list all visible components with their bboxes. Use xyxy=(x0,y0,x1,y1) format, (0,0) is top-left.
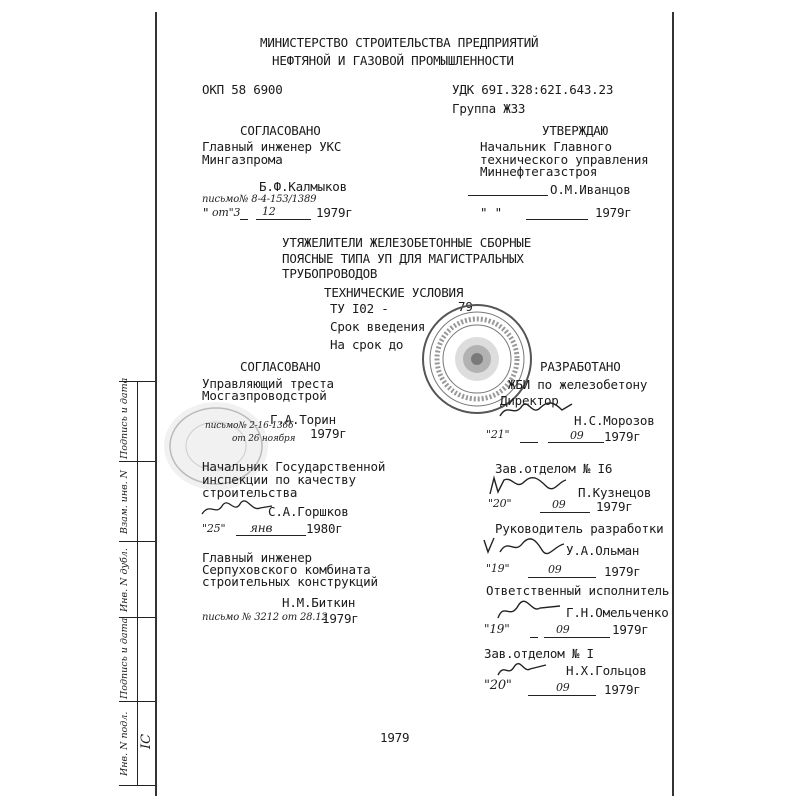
tu-number: ТУ I02 - xyxy=(330,301,389,316)
d5-year: 1979г xyxy=(604,682,641,697)
approved-line-1: Начальник Главного xyxy=(480,139,612,154)
d3-role: Руководитель разработки xyxy=(495,521,664,536)
d4-name: Г.Н.Омельченко xyxy=(566,605,669,620)
date-underline xyxy=(544,637,610,638)
date-underline xyxy=(528,577,596,578)
title-line-2: ПОЯСНЫЕ ТИПА УП ДЛЯ МАГИСТРАЛЬНЫХ xyxy=(282,251,524,266)
d2-name: П.Кузнецов xyxy=(578,485,652,500)
signature-line xyxy=(468,195,548,196)
agreed-heading-top: СОГЛАСОВАНО xyxy=(240,123,321,138)
signature-kuznetsov-icon xyxy=(486,472,568,498)
developed-org: ЖБИ по железобетону xyxy=(508,377,648,392)
d5-name: Н.Х.Гольцов xyxy=(566,663,647,678)
udk-code: УДК 69I.328:62I.643.23 xyxy=(452,82,614,97)
approved-name: О.М.Иванцов xyxy=(550,182,631,197)
group-code: Группа Ж33 xyxy=(452,101,526,116)
date-underline xyxy=(256,219,311,220)
b3-year: 1979г xyxy=(322,611,359,626)
date-underline xyxy=(520,442,538,443)
strip-row-line xyxy=(119,461,157,462)
d3-name: У.А.Ольман xyxy=(566,543,640,558)
b1-name: Г.А.Торин xyxy=(270,412,336,427)
b2-name: С.А.Горшков xyxy=(268,504,349,519)
b2-line-1: Начальник Государственной xyxy=(202,459,386,474)
d4-month: 09 xyxy=(556,623,570,636)
b2-date-month: янв xyxy=(250,521,273,535)
d5-role: Зав.отделом № I xyxy=(484,646,594,661)
approved-quotes: " " xyxy=(480,205,502,220)
d2-month: 09 xyxy=(552,498,566,511)
agreed-top-line-1: Главный инженер УКС xyxy=(202,139,342,154)
date-underline xyxy=(528,695,596,696)
agreed-top-letter: письмо№ 8-4-153/1389 xyxy=(202,194,317,205)
d1-name: Н.С.Морозов xyxy=(574,413,655,428)
footer-year: 1979 xyxy=(380,730,410,745)
strip-label-dup-inv: Инв. N дубл. xyxy=(119,548,130,612)
agreed-top-name: Б.Ф.Калмыков xyxy=(259,179,347,194)
developed-heading: РАЗРАБОТАНО xyxy=(540,359,621,374)
d3-day: "19" xyxy=(486,562,510,575)
approved-line-3: Миннефтегазстроя xyxy=(480,164,598,179)
agreed-top-year: 1979г xyxy=(316,205,353,220)
d5-month: 09 xyxy=(556,681,570,694)
b2-year: 1980г xyxy=(306,521,343,536)
approved-line-2: технического управления xyxy=(480,152,649,167)
b1-line-2: Мосгазпроводстрой xyxy=(202,388,327,403)
d3-month: 09 xyxy=(548,563,562,576)
b3-line-2: Серпуховского комбината xyxy=(202,562,371,577)
b1-line-1: Управляющий треста xyxy=(202,376,334,391)
ministry-line-1: МИНИСТЕРСТВО СТРОИТЕЛЬСТВА ПРЕДПРИЯТИЙ xyxy=(260,35,539,50)
b3-line-1: Главный инженер xyxy=(202,550,312,565)
strip-label-signature-date-2: Подпись и дата xyxy=(119,617,130,699)
d2-year: 1979г xyxy=(596,499,633,514)
title-line-1: УТЯЖЕЛИТЕЛИ ЖЕЛЕЗОБЕТОННЫЕ СБОРНЫЕ xyxy=(282,235,532,250)
ministry-line-2: НЕФТЯНОЙ И ГАЗОВОЙ ПРОМЫШЛЕННОСТИ xyxy=(272,53,514,68)
d2-role: Зав.отделом № I6 xyxy=(495,461,613,476)
date-underline xyxy=(540,512,590,513)
d1-day: "21" xyxy=(486,428,510,441)
b2-date-day: "25" xyxy=(202,522,226,535)
date-underline xyxy=(526,219,588,220)
tu-year: 79 xyxy=(458,299,473,314)
title-line-3: ТРУБОПРОВОДОВ xyxy=(282,266,378,281)
agreed-top-date-day: от"3 xyxy=(212,206,241,219)
b2-line-3: строительства xyxy=(202,485,298,500)
strip-value-orig-inv: IC xyxy=(139,733,154,749)
b1-date: от 26 ноября xyxy=(232,434,296,444)
intro-date-label: Срок введения xyxy=(330,319,426,334)
strip-row-line xyxy=(119,785,157,786)
signature-morozov-icon xyxy=(496,393,576,422)
d3-year: 1979г xyxy=(604,564,641,579)
d4-role: Ответственный исполнитель xyxy=(486,583,670,598)
strip-label-orig-inv: Инв. N подл. xyxy=(119,711,130,777)
date-underline xyxy=(240,219,248,220)
agreed-top-quote: " xyxy=(202,205,210,220)
b1-year: 1979г xyxy=(310,426,347,441)
agreed-heading-bottom: СОГЛАСОВАНО xyxy=(240,359,321,374)
date-underline xyxy=(530,637,538,638)
b2-line-2: инспекции по качеству xyxy=(202,472,356,487)
d1-role: Директор xyxy=(500,393,559,408)
spec-heading: ТЕХНИЧЕСКИЕ УСЛОВИЯ xyxy=(324,285,464,300)
strip-label-signature-date: Подпись и дата xyxy=(119,377,130,459)
okp-code: ОКП 58 6900 xyxy=(202,82,283,97)
d2-day: "20" xyxy=(488,497,512,510)
signature-gorshkov-icon xyxy=(200,498,275,520)
d1-year: 1979г xyxy=(604,429,641,444)
b1-letter: письмо№ 2-16-1366 xyxy=(205,421,294,431)
d4-day: "19" xyxy=(484,622,510,636)
strip-row-line xyxy=(119,541,157,542)
term-label: На срок до xyxy=(330,337,404,352)
b3-letter: письмо № 3212 от 28.12 xyxy=(202,612,328,623)
strip-label-replace-inv: Взам. инв. N xyxy=(119,470,130,534)
approved-year: 1979г xyxy=(595,205,632,220)
b3-name: Н.М.Биткин xyxy=(282,595,356,610)
signature-omelchenko-icon xyxy=(494,598,564,622)
d1-month: 09 xyxy=(570,429,584,442)
d4-year: 1979г xyxy=(612,622,649,637)
agreed-top-date-month: 12 xyxy=(262,205,276,218)
d5-day: "20" xyxy=(484,678,512,693)
b3-line-3: строительных конструкций xyxy=(202,574,378,589)
date-underline xyxy=(236,535,306,536)
signature-olman-icon xyxy=(480,534,566,560)
margin-stamp-strip xyxy=(119,377,157,786)
approved-heading: УТВЕРЖДАЮ xyxy=(542,123,608,138)
strip-row-line xyxy=(119,701,157,702)
agreed-top-line-2: Мингазпрома xyxy=(202,152,283,167)
